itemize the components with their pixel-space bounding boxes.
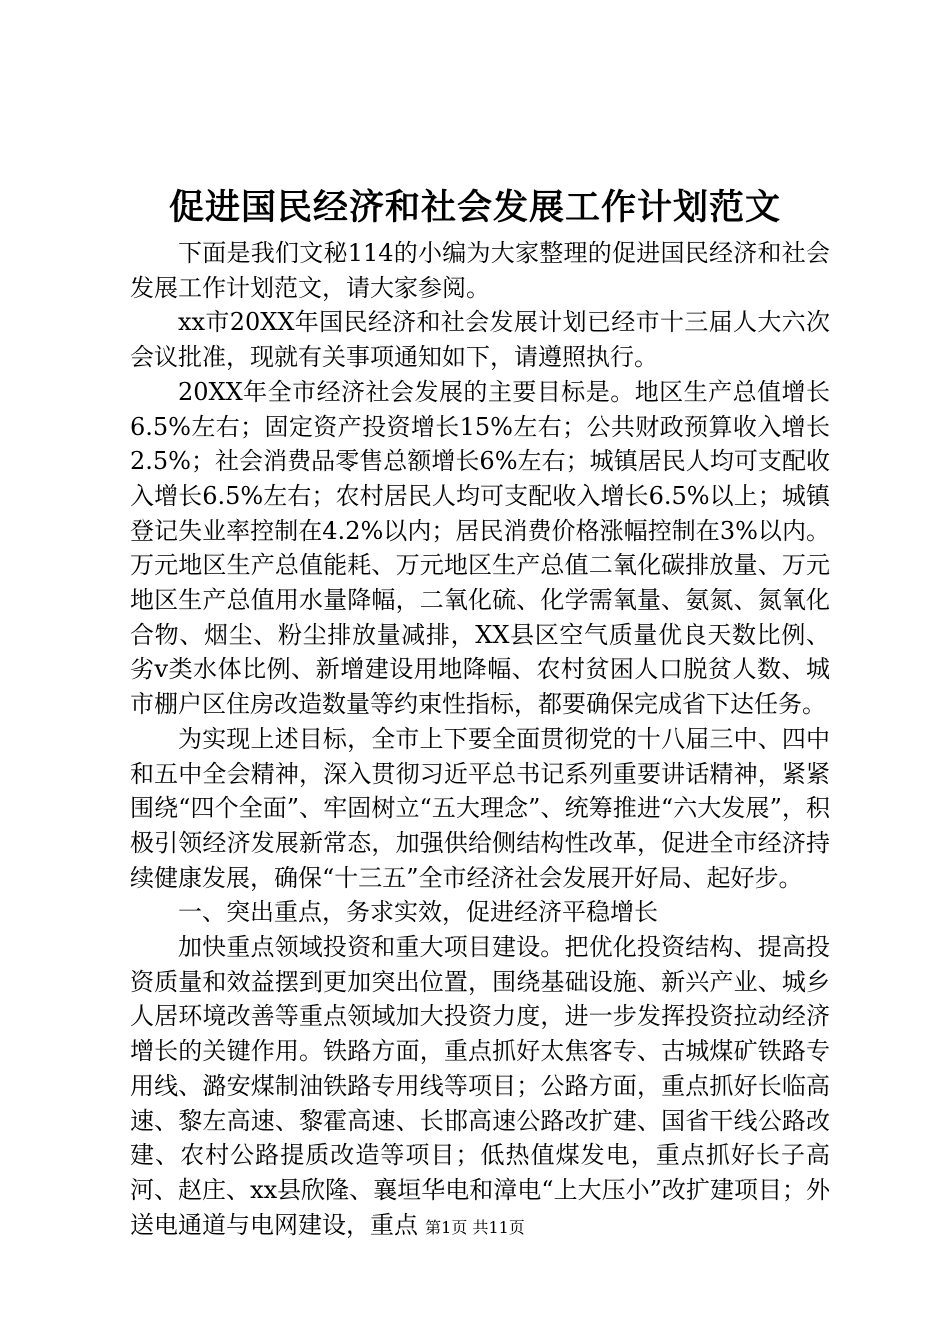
document-title: 促进国民经济和社会发展工作计划范文 [168, 187, 781, 228]
paragraph-targets: 20XX年全市经济社会发展的主要目标是。地区生产总值增长6.5%左右；固定资产投资增长15%左右；公共财政预算收入增长2.5%；社会消费品零售总额增长6%左右；城镇居民人均可支配收入增长6.5%左右；农村居民人均可支配收入增长6.5%以上；城镇登记失业率控制在4.2%以内；居民消费价格涨幅控制在3%以内。万元地区生产总值能耗、万元地区生产总值二氧化碳排放量、万元地区生产总值用水量降幅，二氧化硫、化学需氧量、氨氮、氮氧化合物、烟尘、粉尘排放量减排，XX县区空气质量优良天数比例、劣v类水体比例、新增建设用地降幅、农村贫困人口脱贫人数、城市棚户区住房改造数量等约束性指标，都要确保完成省下达任务。 [130, 377, 830, 719]
document-body [130, 236, 830, 1242]
page-number: 第1页 共11页 [425, 1218, 525, 1237]
section-heading: 一、突出重点，务求实效，促进经济平稳增长 [178, 898, 658, 927]
paragraph-notice: xx市20XX年国民经济和社会发展计划已经市十三届人大六次会议批准，现就有关事项通知如下，请遵照执行。 [130, 308, 830, 372]
paragraph-intro: 下面是我们文秘114的小编为大家整理的促进国民经济和社会发展工作计划范文，请大家参阅。 [130, 239, 830, 302]
paragraph-investment: 加快重点领域投资和重大项目建设。把优化投资结构、提高投资质量和效益摆到更加突出位置，围绕基础设施、新兴产业、城乡人居环境改善等重点领域加大投资力度，进一步发挥投资拉动经济增长的关键作用。铁路方面，重点抓好太焦客专、古城煤矿铁路专用线、潞安煤制油铁路专用线等项目；公路方面，重点抓好长临高速、黎左高速、黎霍高速、长邯高速公路改扩建、国省干线公路改建、农村公路提质改造等项目；低热值煤发电，重点抓好长子高河、赵庄、xx县欣隆、襄垣华电和漳电“上大压小”改扩建项目；外送电通道与电网建设，重点 [130, 933, 830, 1239]
paragraph-guidance: 为实现上述目标，全市上下要全面贯彻党的十八届三中、四中和五中全会精神，深入贯彻习近平总书记系列重要讲话精神，紧紧围绕“四个全面”、牢固树立“五大理念”、统筹推进“六大发展”，积极引领经济发展新常态，加强供给侧结构性改革，促进全市经济持续健康发展，确保“十三五”全市经济社会发展开好局、起好步。 [130, 724, 830, 892]
